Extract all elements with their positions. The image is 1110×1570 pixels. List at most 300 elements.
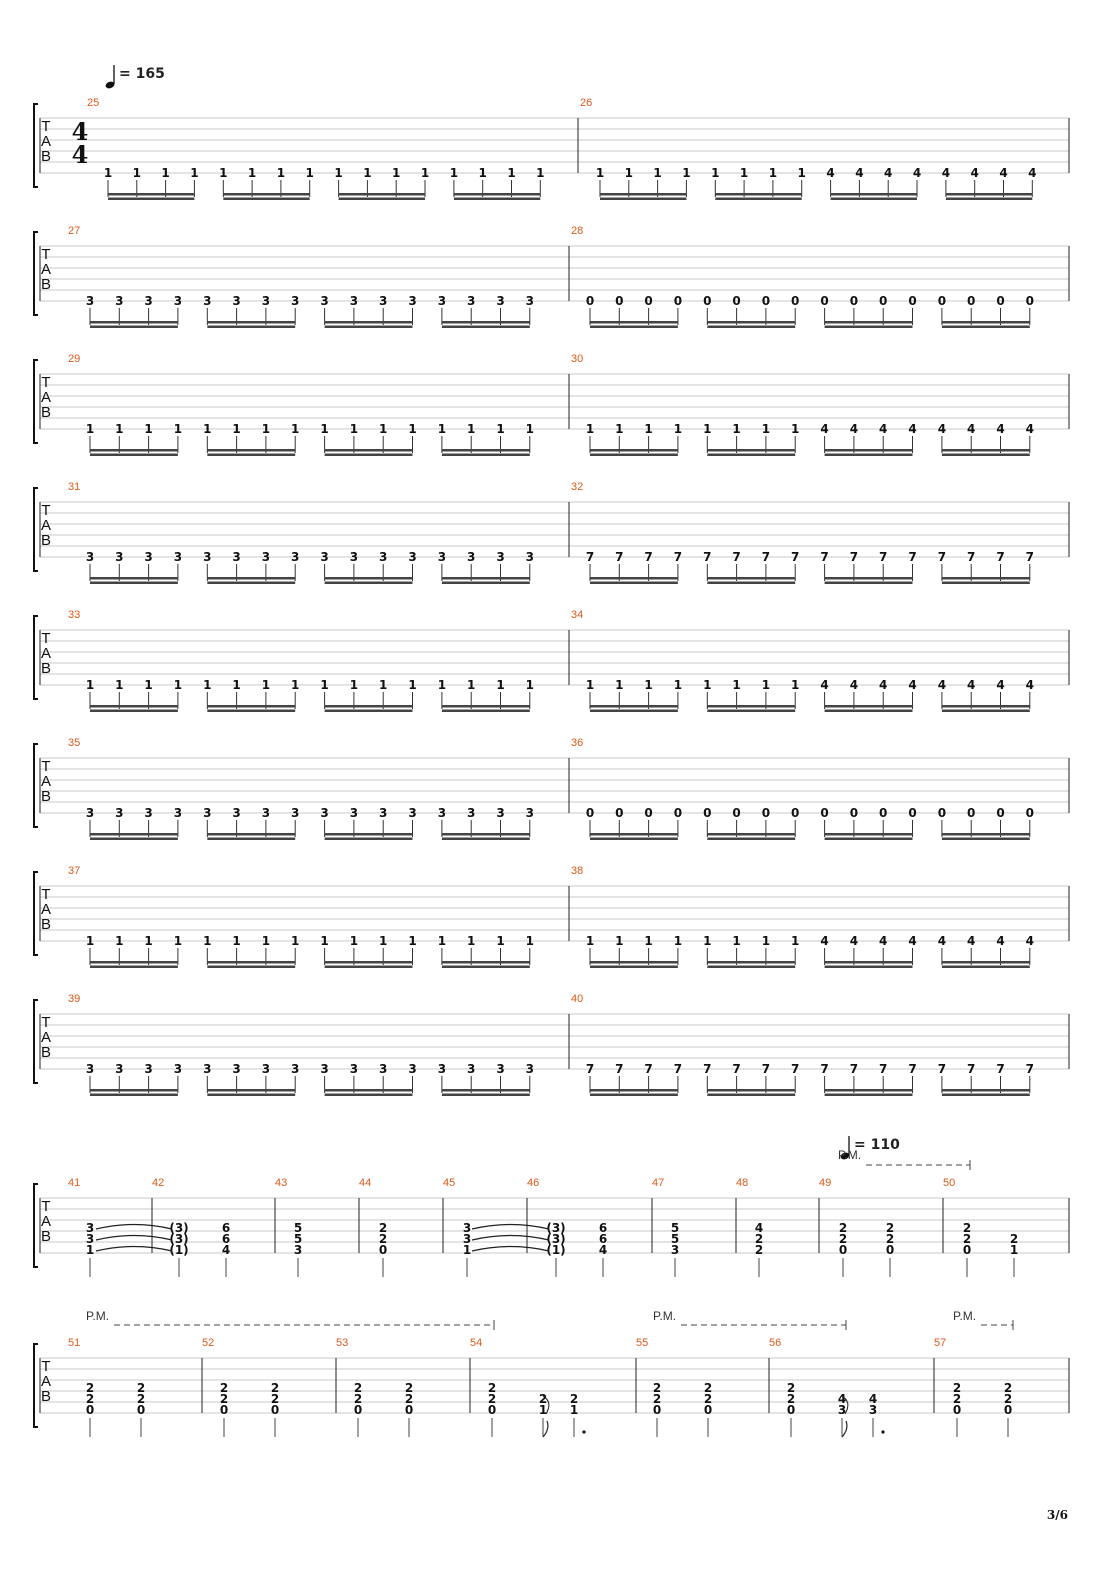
beam bbox=[325, 1089, 413, 1092]
fret-number: 0 bbox=[791, 806, 800, 820]
fret-number: 4 bbox=[937, 422, 947, 436]
fret-number: 4 bbox=[1025, 678, 1034, 692]
fret-number: 0 bbox=[761, 806, 771, 820]
fret-number: 3 bbox=[85, 1232, 95, 1246]
beam bbox=[90, 326, 178, 329]
beam bbox=[590, 966, 678, 969]
fret-number: 3 bbox=[467, 550, 476, 564]
fret-number: 3 bbox=[837, 1403, 847, 1417]
fret-number: 7 bbox=[585, 1062, 595, 1076]
beam bbox=[590, 454, 678, 457]
fret-number: 3 bbox=[115, 550, 124, 564]
measure-number: 31 bbox=[68, 481, 81, 493]
tab-clef-letter: T bbox=[41, 1358, 51, 1375]
fret-number: 1 bbox=[161, 166, 170, 180]
beam bbox=[90, 454, 178, 457]
fret-number: 1 bbox=[739, 166, 749, 180]
fret-number: 4 bbox=[879, 934, 888, 948]
palm-mute-label: P.M. bbox=[86, 1309, 110, 1323]
beam bbox=[207, 1094, 295, 1097]
fret-number: 3 bbox=[379, 1062, 388, 1076]
beam bbox=[590, 1094, 678, 1097]
fret-number: 1 bbox=[219, 166, 228, 180]
beam bbox=[207, 966, 295, 969]
measure-number: 34 bbox=[571, 609, 584, 621]
fret-number: 3 bbox=[868, 1403, 878, 1417]
palm-mute-label: P.M. bbox=[653, 1309, 677, 1323]
fret-number: 1 bbox=[644, 422, 653, 436]
fret-number: 7 bbox=[732, 1062, 741, 1076]
fret-number: 1 bbox=[85, 1243, 95, 1257]
fret-number: 3 bbox=[203, 806, 212, 820]
fret-number: (3) bbox=[546, 1221, 566, 1235]
beam bbox=[207, 1089, 295, 1092]
beam bbox=[90, 1089, 178, 1092]
tie-arc bbox=[472, 1236, 549, 1241]
fret-number: 7 bbox=[761, 1062, 771, 1076]
fret-number: 3 bbox=[349, 294, 359, 308]
fret-number: 1 bbox=[536, 166, 545, 180]
fret-number: 1 bbox=[173, 678, 183, 692]
fret-number: 0 bbox=[219, 1403, 229, 1417]
fret-number: 1 bbox=[615, 678, 624, 692]
measure-number: 55 bbox=[636, 1337, 649, 1349]
fret-number: 3 bbox=[261, 806, 271, 820]
measure-number: 28 bbox=[571, 225, 584, 237]
beam bbox=[825, 961, 913, 964]
measure-number: 36 bbox=[571, 737, 584, 749]
fret-number: 2 bbox=[786, 1381, 796, 1395]
tab-clef-letter: A bbox=[40, 389, 52, 406]
fret-number: 1 bbox=[305, 166, 314, 180]
fret-number: 3 bbox=[291, 294, 300, 308]
fret-number: 1 bbox=[115, 422, 124, 436]
beam bbox=[90, 577, 178, 580]
fret-number: (1) bbox=[546, 1243, 566, 1257]
beam bbox=[942, 838, 1030, 841]
beam bbox=[325, 966, 413, 969]
beam bbox=[90, 582, 178, 585]
fret-number: 1 bbox=[85, 422, 95, 436]
fret-number: 3 bbox=[144, 294, 153, 308]
fret-number: 1 bbox=[379, 422, 388, 436]
fret-number: 1 bbox=[673, 422, 683, 436]
fret-number: 4 bbox=[855, 166, 864, 180]
fret-number: 3 bbox=[408, 550, 417, 564]
fret-number: 0 bbox=[404, 1403, 414, 1417]
fret-number: 4 bbox=[221, 1243, 231, 1257]
fret-number: 1 bbox=[644, 678, 653, 692]
tab-clef-letter: B bbox=[40, 1388, 52, 1405]
fret-number: 3 bbox=[349, 1062, 359, 1076]
fret-number: 1 bbox=[291, 934, 300, 948]
beam bbox=[707, 838, 795, 841]
fret-number: 2 bbox=[219, 1381, 229, 1395]
system-bracket bbox=[34, 744, 38, 827]
fret-number: 2 bbox=[378, 1232, 388, 1246]
tempo-marking: = 110 bbox=[854, 1137, 900, 1153]
measure-number: 25 bbox=[87, 97, 100, 109]
fret-number: 1 bbox=[682, 166, 691, 180]
tab-clef-letter: A bbox=[40, 1373, 52, 1390]
fret-number: 3 bbox=[293, 1243, 303, 1257]
beam bbox=[825, 454, 913, 457]
beam bbox=[590, 321, 678, 324]
beam bbox=[90, 321, 178, 324]
fret-number: 7 bbox=[879, 550, 888, 564]
tab-clef-letter: A bbox=[40, 773, 52, 790]
fret-number: 1 bbox=[653, 166, 662, 180]
fret-number: 4 bbox=[849, 678, 859, 692]
fret-number: 3 bbox=[144, 550, 153, 564]
fret-number: 7 bbox=[967, 550, 976, 564]
fret-number: 0 bbox=[908, 294, 917, 308]
tie-arc bbox=[96, 1236, 172, 1241]
measure-number: 43 bbox=[275, 1177, 288, 1189]
fret-number: 7 bbox=[1025, 1062, 1034, 1076]
measure-number: 38 bbox=[571, 865, 584, 877]
beam bbox=[207, 710, 295, 713]
fret-number: 1 bbox=[538, 1403, 548, 1417]
tab-clef-letter: T bbox=[41, 758, 51, 775]
beam bbox=[442, 454, 530, 457]
fret-number: 1 bbox=[791, 678, 800, 692]
fret-number: 4 bbox=[1025, 422, 1034, 436]
fret-number: 3 bbox=[232, 550, 241, 564]
measure-number: 52 bbox=[202, 1337, 215, 1349]
beam bbox=[707, 705, 795, 708]
fret-number: 0 bbox=[703, 294, 712, 308]
fret-number: 3 bbox=[408, 1062, 417, 1076]
beam bbox=[942, 833, 1030, 836]
fret-number: 3 bbox=[85, 806, 95, 820]
fret-number: 1 bbox=[334, 166, 343, 180]
fret-number: 1 bbox=[525, 934, 534, 948]
tab-clef-letter: B bbox=[40, 404, 52, 421]
fret-number: 3 bbox=[144, 806, 153, 820]
measure-number: 37 bbox=[68, 865, 81, 877]
measure-number: 29 bbox=[68, 353, 81, 365]
fret-number: 3 bbox=[291, 1062, 300, 1076]
fret-number: 2 bbox=[952, 1381, 962, 1395]
fret-number: 1 bbox=[496, 678, 505, 692]
fret-number: 1 bbox=[595, 166, 605, 180]
beam bbox=[442, 326, 530, 329]
fret-number: 1 bbox=[467, 934, 476, 948]
fret-number: 7 bbox=[849, 550, 859, 564]
tab-clef-letter: B bbox=[40, 916, 52, 933]
fret-number: 0 bbox=[791, 294, 800, 308]
fret-number: 1 bbox=[673, 678, 683, 692]
system-bracket bbox=[34, 232, 38, 315]
beam bbox=[454, 193, 540, 196]
beam bbox=[825, 833, 913, 836]
fret-number: 1 bbox=[103, 166, 113, 180]
fret-number: 3 bbox=[496, 550, 505, 564]
fret-number: 1 bbox=[291, 422, 300, 436]
fret-number: 0 bbox=[673, 806, 683, 820]
beam bbox=[454, 198, 540, 201]
beam bbox=[207, 838, 295, 841]
fret-number: 2 bbox=[85, 1392, 95, 1406]
fret-number: 0 bbox=[937, 294, 947, 308]
fret-number: 1 bbox=[349, 934, 359, 948]
fret-number: 1 bbox=[732, 422, 741, 436]
fret-number: 4 bbox=[849, 422, 859, 436]
beam bbox=[90, 833, 178, 836]
fret-number: 4 bbox=[754, 1221, 764, 1235]
fret-number: 1 bbox=[276, 166, 286, 180]
fret-number: 3 bbox=[467, 1062, 476, 1076]
fret-number: 0 bbox=[996, 294, 1005, 308]
fret-number: 7 bbox=[673, 550, 683, 564]
fret-number: 6 bbox=[598, 1221, 608, 1235]
beam bbox=[325, 321, 413, 324]
fret-number: 0 bbox=[761, 294, 771, 308]
fret-number: 4 bbox=[999, 166, 1008, 180]
fret-number: 4 bbox=[967, 934, 976, 948]
fret-number: 2 bbox=[652, 1381, 662, 1395]
beam bbox=[707, 454, 795, 457]
tie-arc bbox=[472, 1225, 549, 1230]
fret-number: 7 bbox=[732, 550, 741, 564]
beam bbox=[715, 198, 801, 201]
beam bbox=[590, 449, 678, 452]
beam bbox=[325, 705, 413, 708]
fret-number: 1 bbox=[247, 166, 257, 180]
tab-clef-letter: A bbox=[40, 1029, 52, 1046]
fret-number: 1 bbox=[363, 166, 372, 180]
measure-number: 49 bbox=[819, 1177, 832, 1189]
fret-number: 0 bbox=[703, 806, 712, 820]
fret-number: 2 bbox=[136, 1381, 146, 1395]
beam bbox=[90, 710, 178, 713]
beam bbox=[825, 577, 913, 580]
fret-number: 1 bbox=[449, 166, 459, 180]
fret-number: 4 bbox=[820, 678, 829, 692]
fret-number: 4 bbox=[868, 1392, 878, 1406]
beam bbox=[339, 198, 425, 201]
fret-number: 1 bbox=[203, 678, 212, 692]
fret-number: 3 bbox=[173, 806, 183, 820]
measure-number: 44 bbox=[359, 1177, 372, 1189]
beam bbox=[90, 705, 178, 708]
fret-number: 7 bbox=[996, 1062, 1005, 1076]
tab-clef-letter: T bbox=[41, 374, 51, 391]
fret-number: 7 bbox=[879, 1062, 888, 1076]
fret-number: 6 bbox=[221, 1221, 231, 1235]
measure-number: 51 bbox=[68, 1337, 81, 1349]
system-bracket bbox=[34, 1184, 38, 1267]
beam bbox=[590, 833, 678, 836]
fret-number: 3 bbox=[320, 550, 329, 564]
fret-number: 4 bbox=[967, 422, 976, 436]
beam bbox=[590, 838, 678, 841]
fret-number: 3 bbox=[115, 806, 124, 820]
fret-number: 1 bbox=[525, 678, 534, 692]
fret-number: 1 bbox=[203, 934, 212, 948]
beam bbox=[207, 449, 295, 452]
fret-number: 0 bbox=[652, 1403, 662, 1417]
fret-number: 2 bbox=[952, 1392, 962, 1406]
fret-number: 7 bbox=[644, 1062, 653, 1076]
beam bbox=[325, 1094, 413, 1097]
fret-number: 2 bbox=[703, 1392, 713, 1406]
tempo-marking: = 165 bbox=[119, 66, 165, 82]
beam bbox=[90, 838, 178, 841]
fret-number: 5 bbox=[670, 1232, 680, 1246]
fret-number: 0 bbox=[585, 294, 595, 308]
fret-number: (3) bbox=[546, 1232, 566, 1246]
fret-number: 2 bbox=[353, 1381, 363, 1395]
measure-number: 45 bbox=[443, 1177, 456, 1189]
fret-number: 3 bbox=[203, 550, 212, 564]
beam bbox=[90, 966, 178, 969]
fret-number: 1 bbox=[232, 422, 241, 436]
beam bbox=[825, 582, 913, 585]
fret-number: 4 bbox=[908, 934, 917, 948]
fret-number: 0 bbox=[967, 806, 976, 820]
measure-number: 30 bbox=[571, 353, 584, 365]
fret-number: 0 bbox=[353, 1403, 363, 1417]
fret-number: 3 bbox=[462, 1221, 472, 1235]
beam bbox=[825, 449, 913, 452]
fret-number: 1 bbox=[761, 422, 771, 436]
fret-number: 3 bbox=[85, 550, 95, 564]
measure-number: 26 bbox=[580, 97, 593, 109]
fret-number: 1 bbox=[673, 934, 683, 948]
fret-number: 4 bbox=[908, 678, 917, 692]
beam bbox=[715, 193, 801, 196]
fret-number: 1 bbox=[115, 934, 124, 948]
fret-number: 1 bbox=[496, 934, 505, 948]
beam bbox=[942, 582, 1030, 585]
tab-clef-letter: T bbox=[41, 886, 51, 903]
fret-number: 0 bbox=[1025, 806, 1034, 820]
fret-number: 2 bbox=[538, 1392, 548, 1406]
fret-number: 1 bbox=[437, 678, 447, 692]
fret-number: 7 bbox=[615, 550, 624, 564]
fret-number: 4 bbox=[820, 934, 829, 948]
fret-number: 3 bbox=[291, 806, 300, 820]
beam bbox=[942, 705, 1030, 708]
system-bracket bbox=[34, 488, 38, 571]
fret-number: 1 bbox=[496, 422, 505, 436]
fret-number: 3 bbox=[467, 294, 476, 308]
fret-number: 0 bbox=[487, 1403, 497, 1417]
fret-number: 1 bbox=[379, 678, 388, 692]
beam bbox=[442, 577, 530, 580]
beam bbox=[325, 454, 413, 457]
fret-number: 7 bbox=[937, 1062, 947, 1076]
fret-number: 3 bbox=[437, 294, 447, 308]
fret-number: 1 bbox=[261, 422, 271, 436]
beam bbox=[942, 961, 1030, 964]
system-bracket bbox=[34, 1344, 38, 1427]
fret-number: 2 bbox=[404, 1381, 414, 1395]
fret-number: 3 bbox=[437, 1062, 447, 1076]
tab-clef-letter: T bbox=[41, 1014, 51, 1031]
fret-number: 1 bbox=[190, 166, 199, 180]
tab-clef-letter: A bbox=[40, 1213, 52, 1230]
measure-number: 48 bbox=[736, 1177, 749, 1189]
beam bbox=[707, 321, 795, 324]
beam bbox=[707, 577, 795, 580]
fret-number: 2 bbox=[838, 1232, 848, 1246]
tab-clef-letter: B bbox=[40, 788, 52, 805]
fret-number: 1 bbox=[392, 166, 401, 180]
fret-number: 0 bbox=[952, 1403, 962, 1417]
time-signature-top: 4 bbox=[71, 117, 89, 146]
beam bbox=[442, 966, 530, 969]
fret-number: 4 bbox=[1028, 166, 1037, 180]
fret-number: 4 bbox=[941, 166, 951, 180]
beam bbox=[90, 1094, 178, 1097]
fret-number: 1 bbox=[791, 934, 800, 948]
beam bbox=[600, 193, 686, 196]
fret-number: 0 bbox=[615, 806, 624, 820]
fret-number: 0 bbox=[85, 1403, 95, 1417]
fret-number: 1 bbox=[797, 166, 806, 180]
fret-number: 1 bbox=[585, 934, 595, 948]
fret-number: 2 bbox=[378, 1221, 388, 1235]
fret-number: 0 bbox=[962, 1243, 972, 1257]
beam bbox=[442, 1089, 530, 1092]
fret-number: 1 bbox=[1009, 1243, 1019, 1257]
fret-number: 1 bbox=[144, 422, 153, 436]
fret-number: 1 bbox=[761, 678, 771, 692]
beam bbox=[590, 326, 678, 329]
fret-number: 0 bbox=[849, 806, 859, 820]
beam bbox=[600, 198, 686, 201]
fret-number: 3 bbox=[85, 1221, 95, 1235]
fret-number: 0 bbox=[732, 294, 741, 308]
palm-mute-label: P.M. bbox=[838, 1148, 862, 1162]
fret-number: 3 bbox=[291, 550, 300, 564]
fret-number: 0 bbox=[820, 294, 829, 308]
fret-number: 0 bbox=[270, 1403, 280, 1417]
fret-number: 1 bbox=[203, 422, 212, 436]
fret-number: 0 bbox=[673, 294, 683, 308]
fret-number: (1) bbox=[169, 1243, 189, 1257]
fret-number: 0 bbox=[967, 294, 976, 308]
fret-number: 1 bbox=[507, 166, 516, 180]
fret-number: 1 bbox=[379, 934, 388, 948]
fret-number: 1 bbox=[320, 934, 329, 948]
fret-number: 1 bbox=[232, 678, 241, 692]
fret-number: 1 bbox=[703, 678, 712, 692]
fret-number: 0 bbox=[838, 1243, 848, 1257]
beam bbox=[339, 193, 425, 196]
fret-number: 1 bbox=[349, 678, 359, 692]
system-bracket bbox=[34, 616, 38, 699]
measure-number: 35 bbox=[68, 737, 81, 749]
beam bbox=[590, 577, 678, 580]
fret-number: 1 bbox=[320, 678, 329, 692]
fret-number: 3 bbox=[525, 806, 534, 820]
fret-number: 3 bbox=[261, 294, 271, 308]
beam bbox=[442, 321, 530, 324]
fret-number: 1 bbox=[585, 678, 595, 692]
fret-number: 1 bbox=[261, 934, 271, 948]
fret-number: 0 bbox=[378, 1243, 388, 1257]
beam bbox=[108, 198, 194, 201]
fret-number: 3 bbox=[320, 806, 329, 820]
fret-number: 2 bbox=[962, 1221, 972, 1235]
system-bracket bbox=[34, 1000, 38, 1083]
fret-number: 3 bbox=[173, 1062, 183, 1076]
beam bbox=[223, 198, 309, 201]
